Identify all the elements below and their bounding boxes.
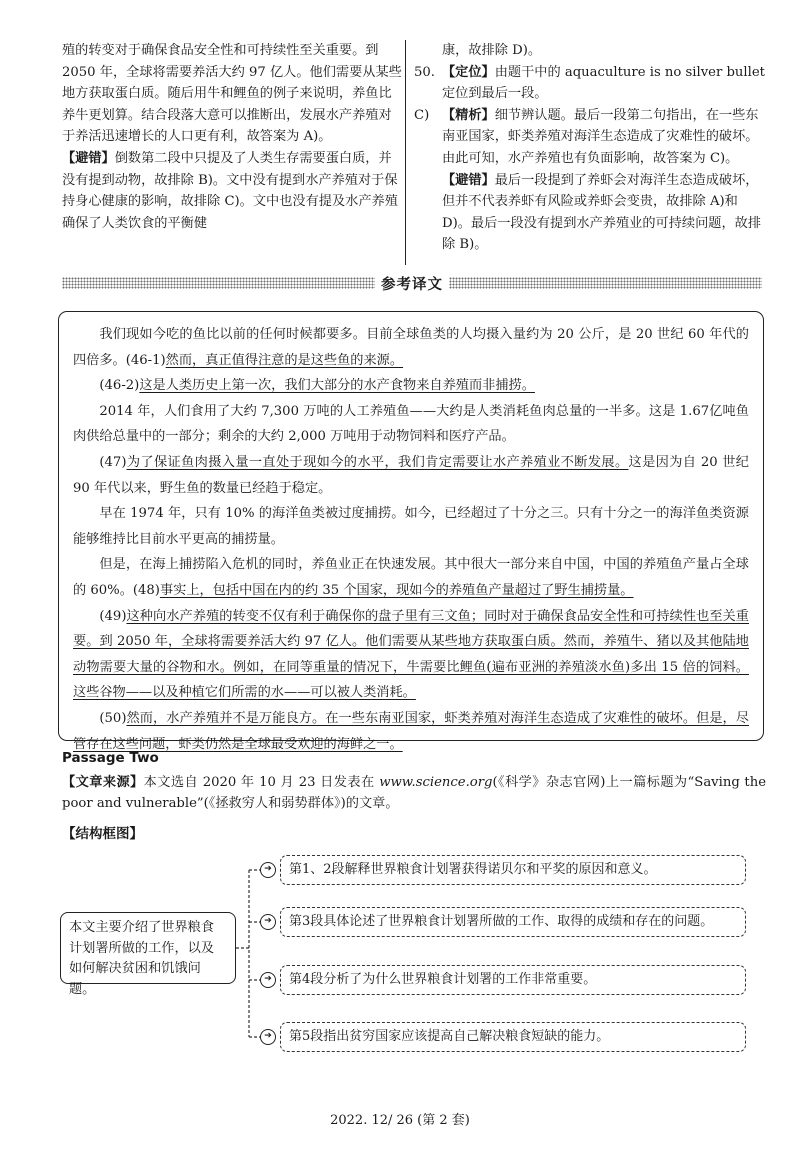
source-site: www.science.org (379, 775, 493, 790)
analysis-tag: 【精析】 (442, 107, 495, 123)
underlined-sentence: 然而，水产养殖并不是万能良方。在一些东南亚国家，虾类养殖对海洋生态造成了灾难性的破坏。但是，尽管存在这些问题，虾类仍然是全球最受欢迎的海鲜之一。 (73, 710, 749, 752)
avoid-error-tag: 【避错】 (62, 150, 115, 166)
avoid-error-text: 倒数第二段中只提及了人类生存需要蛋白质，并没有提到动物，故排除 B)。文中没有提到水产养殖对于保持身心健康的影响，故排除 C)。文中也没有提及水产养殖确保了人类饮食的平衡健 (62, 150, 398, 231)
structure-heading: 【结构框图】 (62, 826, 143, 842)
analysis-text: 细节辨认题。最后一段第二句指出，在一些东南亚国家，虾类养殖对海洋生态造成了灾难性的破坏。由此可知，水产养殖也有负面影响，故答案为 C)。 (442, 107, 759, 166)
underlined-sentence: 这是人类历史上第一次，我们大部分的水产食物来自养殖而非捕捞。 (139, 378, 535, 394)
arrow-right-icon: ➔ (260, 1029, 276, 1045)
locate-text: 由题干中的 aquaculture is no silver bullet 定位到最后一段。 (442, 64, 765, 102)
translation-paragraph: 2014 年，人们食用了大约 7,300 万吨的人工养殖鱼——大约是人类消耗鱼肉总量的一半多。这是 1.67亿吨鱼肉供给总量中的一部分；剩余的大约 2,000 万吨用于动物饲料和医疗产品。 (73, 403, 749, 445)
passage-heading: Passage Two (62, 750, 159, 766)
arrow-right-icon: ➔ (260, 914, 276, 930)
translation-paragraph: (50)然而，水产养殖并不是万能良方。在一些东南亚国家，虾类养殖对海洋生态造成了灾难性的破坏。但是，尽管存在这些问题，虾类仍然是全球最受欢迎的海鲜之一。 (73, 710, 749, 752)
summary-box: 本文主要介绍了世界粮食计划署所做的工作，以及如何解决贫困和饥饿问题。 (60, 912, 236, 984)
structure-node: 第1、2段解释世界粮食计划署获得诺贝尔和平奖的原因和意义。 (280, 855, 746, 885)
question-number: 50. (414, 64, 435, 80)
arrow-right-icon: ➔ (260, 972, 276, 988)
question-50-locate (414, 62, 766, 105)
translation-paragraph: (46-2)这是人类历史上第一次，我们大部分的水产食物来自养殖而非捕捞。 (99, 378, 535, 394)
answer-letter: C) (414, 107, 430, 123)
analysis-paragraph: 殖的转变对于确保食品安全性和可持续性至关重要。到 2050 年，全球将需要养活大约 97 亿人。他们需要从某些地方获取蛋白质。随后用牛和鲤鱼的例子来说明，养鱼比养牛更划算。结合段落大意可以推断出，发展水产养殖对于养活迅速增长的人口更有利，故答案为 A)。 (62, 43, 402, 145)
structure-node: 第3段具体论述了世界粮食计划署所做的工作、取得的成绩和存在的问题。 (280, 907, 746, 937)
article-source: 【文章来源】本文选自 2020 年 10 月 23 日发表在 www.science.org(《科学》杂志官网)上一篇标题为“Saving the poor and vulnerable”(《拯救穷人和弱势群体》)的文章。 (62, 775, 766, 811)
translation-paragraph: 早在 1974 年，只有 10% 的海洋鱼类被过度捕捞。如今，已经超过了十分之三。只有十分之一的海洋鱼类资源能够维持比目前水平更高的捕捞量。 (73, 506, 749, 547)
question-50-analysis (414, 105, 766, 170)
translation-paragraph: (49)这种向水产养殖的转变不仅有利于确保你的盘子里有三文鱼；同时对于确保食品安全性和可持续性也至关重要。到 2050 年，全球将需要养活大约 97 亿人。他们需要从某些地方获取蛋白质。然而，养殖牛、猪以及其他陆地动物需要大量的谷物和水。例如，在同等重量的情况下，牛需要比鲤鱼(遍布亚洲的养殖淡水鱼)多出 15 倍的饲料。这些谷物——以及种植它们所需的水——可以被人类消耗。 (73, 608, 749, 701)
translation-box (58, 311, 764, 752)
underlined-sentence: 这种向水产养殖的转变不仅有利于确保你的盘子里有三文鱼；同时对于确保食品安全性和可持续性也至关重要。到 2050 年，全球将需要养活大约 97 亿人。他们需要从某些地方获取蛋白质。然而，养殖牛、猪以及其他陆地动物需要大量的谷物和水。例如，在同等重量的情况下，牛需要比鲤鱼(遍布亚洲的养殖淡水鱼)多出 15 倍的饲料。这些谷物——以及种植它们所需的水——可以被人类消耗。 (73, 608, 749, 701)
arrow-right-icon: ➔ (260, 862, 276, 878)
structure-node: 第4段分析了为什么世界粮食计划署的工作非常重要。 (280, 965, 746, 995)
dotted-pattern-left (62, 277, 375, 289)
column-divider (405, 40, 406, 265)
translation-paragraph: (47)为了保证鱼肉摄入量一直处于现如今的水平，我们肯定需要让水产养殖业不断发展。这是因为自 20 世纪 90 年代以来，野生鱼的数量已经趋于稳定。 (73, 454, 749, 496)
underlined-sentence: 为了保证鱼肉摄入量一直处于现如今的水平，我们肯定需要让水产养殖业不断发展。 (126, 454, 629, 470)
underlined-sentence: 事实上，包括中国在内的约 35 个国家，现如今的养殖鱼产量超过了野生捕捞量。 (159, 582, 634, 598)
translation-paragraph: 但是，在海上捕捞陷入危机的同时，养鱼业正在快速发展。其中很大一部分来自中国，中国的养殖鱼产量占全球的 60%。(48)事实上，包括中国在内的约 35 个国家，现如今的养殖鱼产量超过了野生捕捞量。 (73, 557, 749, 598)
page-footer: 2022. 12/ 26 (第 2 套) (330, 1113, 470, 1128)
avoid-error-text: 最后一段提到了养虾会对海洋生态造成破坏，但并不代表养虾有风险或养虾会变贵，故排除 A)和 D)。最后一段没有提到水产养殖业的可持续问题，故排除 B)。 (442, 172, 762, 253)
locate-tag: 【定位】 (442, 64, 495, 80)
answer-analysis-section (62, 40, 765, 265)
underlined-sentence: 然而，真正值得注意的是这些鱼的来源。 (165, 352, 404, 368)
question-50-avoid-error (414, 170, 766, 256)
right-column (414, 40, 766, 256)
avoid-error-tag: 【避错】 (442, 172, 495, 188)
source-tag: 【文章来源】 (62, 775, 144, 790)
continued-line: 康，故排除 D)。 (442, 43, 542, 58)
dotted-pattern-right (449, 277, 762, 289)
translation-paragraph: 我们现如今吃的鱼比以前的任何时候都要多。目前全球鱼类的人均摄入量约为 20 公斤，是 20 世纪 60 年代的四倍多。(46-1)然而，真正值得注意的是这些鱼的来源。 (73, 327, 749, 368)
structure-node: 第5段指出贫穷国家应该提高自己解决粮食短缺的能力。 (280, 1022, 746, 1052)
avoid-error-paragraph (62, 148, 402, 234)
left-column (62, 40, 402, 234)
section-title: 参考译文 (381, 276, 443, 293)
section-header-bar (62, 270, 762, 296)
